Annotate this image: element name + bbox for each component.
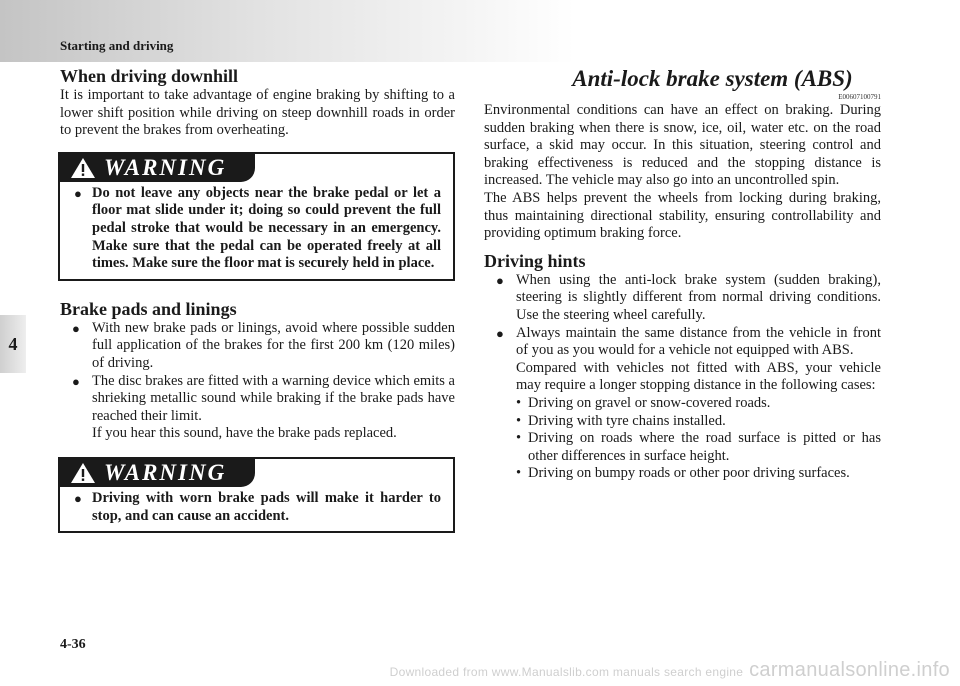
case-bullet-icon: • bbox=[516, 412, 522, 429]
warning-text: Do not leave any objects near the brake pedal or let a floor mat slide under it; doing so could prevent the full pedal stroke that would be necessary in an emergency. Make sure that the pedal can be operated freely at all times. Make sure the floor mat is securely held in place. bbox=[92, 184, 441, 272]
bullet-icon: ● bbox=[74, 490, 82, 506]
case-text: Driving with tyre chains installed. bbox=[528, 412, 726, 429]
hint-item-2-note: Compared with vehicles not fitted with ABS, your vehicle may require a longer stopping distance in the following cases: bbox=[516, 359, 881, 394]
right-column bbox=[484, 66, 881, 483]
chapter-tab: 4 bbox=[0, 315, 26, 373]
watermark bbox=[390, 659, 950, 682]
downhill-body: It is important to take advantage of engine braking by shifting to a lower shift position while driving on steep downhill roads in order to prevent the brakes from overheating. bbox=[60, 87, 455, 139]
warning-triangle-icon bbox=[70, 157, 96, 179]
abs-title: Anti-lock brake system (ABS) bbox=[572, 66, 853, 91]
list-item bbox=[60, 320, 455, 373]
bullet-icon: ● bbox=[496, 325, 504, 341]
warning-header bbox=[60, 459, 255, 487]
case-line bbox=[516, 465, 881, 483]
bullet-icon: ● bbox=[496, 272, 504, 288]
warning-item bbox=[60, 182, 453, 273]
warning-header bbox=[60, 154, 255, 182]
bullet-icon: ● bbox=[74, 185, 82, 201]
list-item bbox=[484, 272, 881, 325]
brake-pads-note: If you hear this sound, have the brake pads replaced. bbox=[92, 425, 397, 442]
downhill-heading: When driving downhill bbox=[60, 66, 239, 86]
list-item bbox=[60, 373, 455, 443]
abs-intro-1: Environmental conditions can have an effect on braking. During sudden braking when there is snow, ice, oil, water etc. on the road surface, a skid may occur. In this situation, steering control and braking effectiveness is reduced and the stopping distance is increased. The vehicle may also go into an uncontrolled spin. bbox=[484, 102, 881, 189]
case-line bbox=[516, 395, 881, 413]
watermark-small: Downloaded from www.Manualslib.com manuals search engine bbox=[389, 665, 744, 679]
warning-box-worn-pads bbox=[58, 457, 455, 533]
page-number: 4-36 bbox=[60, 637, 86, 652]
case-line bbox=[516, 413, 881, 431]
driving-hints-heading: Driving hints bbox=[484, 250, 586, 271]
case-text: Driving on bumpy roads or other poor driving surfaces. bbox=[528, 465, 850, 482]
case-bullet-icon: • bbox=[516, 430, 522, 447]
hint-item-2: Always maintain the same distance from the vehicle in front of you as you would for a vehicle not equipped with ABS. bbox=[516, 324, 881, 359]
warning-triangle-icon bbox=[70, 462, 96, 484]
brake-pads-item-1: With new brake pads or linings, avoid where possible sudden full application of the brakes for the first 200 km (120 miles) of driving. bbox=[92, 319, 455, 371]
running-head: Starting and driving bbox=[60, 38, 174, 53]
warning-title: WARNING bbox=[104, 154, 227, 180]
hint-item-1: When using the anti-lock brake system (sudden braking), steering is slightly different from normal driving conditions. Use the steering wheel carefully. bbox=[516, 271, 881, 323]
bullet-icon: ● bbox=[72, 320, 80, 336]
case-bullet-icon: • bbox=[516, 465, 522, 482]
bullet-icon: ● bbox=[72, 373, 80, 389]
brake-pads-list bbox=[60, 320, 455, 443]
case-text: Driving on roads where the road surface is pitted or has other differences in surface height. bbox=[528, 430, 881, 464]
case-bullet-icon: • bbox=[516, 394, 522, 411]
driving-hints-list bbox=[484, 272, 881, 483]
brake-pads-item-2: The disc brakes are fitted with a warning device which emits a shrieking metallic sound while braking if the brake pads have reached their limit. bbox=[92, 372, 455, 424]
warning-box-floor-mat bbox=[58, 152, 455, 281]
brake-pads-heading: Brake pads and linings bbox=[60, 298, 237, 319]
warning-item bbox=[60, 487, 453, 525]
case-text: Driving on gravel or snow-covered roads. bbox=[528, 394, 771, 411]
case-line bbox=[516, 430, 881, 465]
left-column bbox=[60, 66, 455, 533]
list-item bbox=[484, 325, 881, 483]
warning-text: Driving with worn brake pads will make it harder to stop, and can cause an accident. bbox=[92, 489, 441, 524]
watermark-main: carmanualsonline.info bbox=[749, 659, 950, 681]
abs-intro-2: The ABS helps prevent the wheels from locking during braking, thus maintaining directional stability, ensuring controllability and providing optimum braking force. bbox=[484, 189, 881, 242]
section-code: E00607100791 bbox=[838, 93, 881, 101]
warning-title: WARNING bbox=[104, 459, 227, 485]
